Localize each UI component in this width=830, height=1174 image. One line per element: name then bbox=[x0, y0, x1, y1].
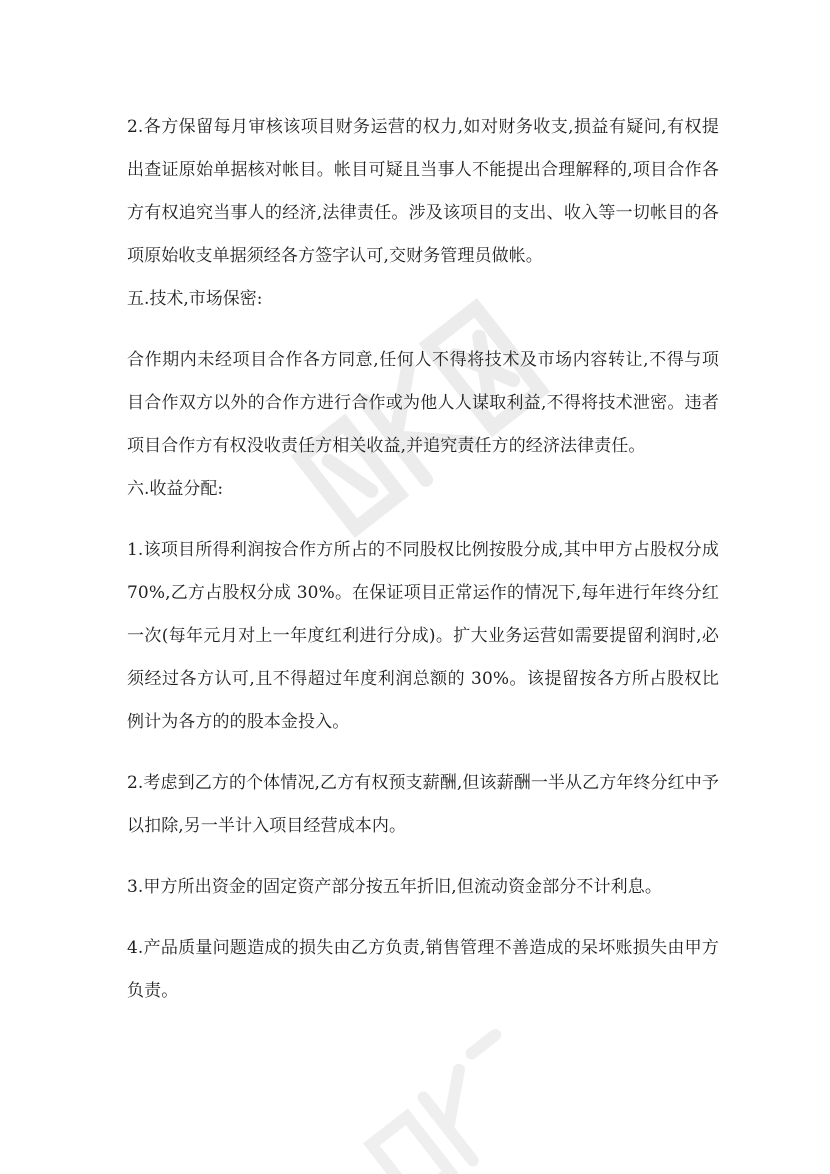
watermark-icon bbox=[345, 1025, 545, 1174]
paragraph-confidentiality: 合作期内未经项目合作各方同意,任何人不得将技术及市场内容转让,不得与项目合作双方以外的合作方进行合作或为他人人谋取利益,不得将技术泄密。违者项目合作方有权没收责任方相关收益,并追究责任方的经济法律责任。 bbox=[127, 350, 719, 456]
paragraph-audit-rights: 2.各方保留每月审核该项目财务运营的权力,如对财务收支,损益有疑问,有权提出查证原始单据核对帐目。帐目可疑且当事人不能提出合理解释的,项目合作各方有权追究当事人的经济,法律责任。涉及该项目的支出、收入等一切帐目的各项原始收支单据须经各方签字认可,交财务管理员做帐。 bbox=[127, 117, 719, 266]
document-body bbox=[127, 106, 719, 1013]
paragraph-profit-sharing: 1.该项目所得利润按合作方所占的不同股权比例按股分成,其中甲方占股权分成70%,乙方占股权分成 30%。在保证项目正常运作的情况下,每年进行年终分红一次(每年元月对上一年度红利进行分成)。扩大业务运营如需要提留利润时,必须经过各方认可,且不得超过年度利润总额的 30%。该提留按各方所占股权比例计为各方的的股本金投入。 bbox=[127, 540, 719, 732]
section-heading-profit-distribution: 六.收益分配: bbox=[127, 479, 224, 499]
section-heading-confidentiality: 五.技术,市场保密: bbox=[127, 289, 263, 309]
paragraph-depreciation: 3.甲方所出资金的固定资产部分按五年折旧,但流动资金部分不计利息。 bbox=[127, 877, 662, 897]
paragraph-salary-advance: 2.考虑到乙方的个体情况,乙方有权预支薪酬,但该薪酬一半从乙方年终分红中予以扣除,另一半计入项目经营成本内。 bbox=[127, 773, 719, 836]
paragraph-loss-responsibility: 4.产品质量问题造成的损失由乙方负责,销售管理不善造成的呆坏账损失由甲方负责。 bbox=[127, 938, 719, 1001]
